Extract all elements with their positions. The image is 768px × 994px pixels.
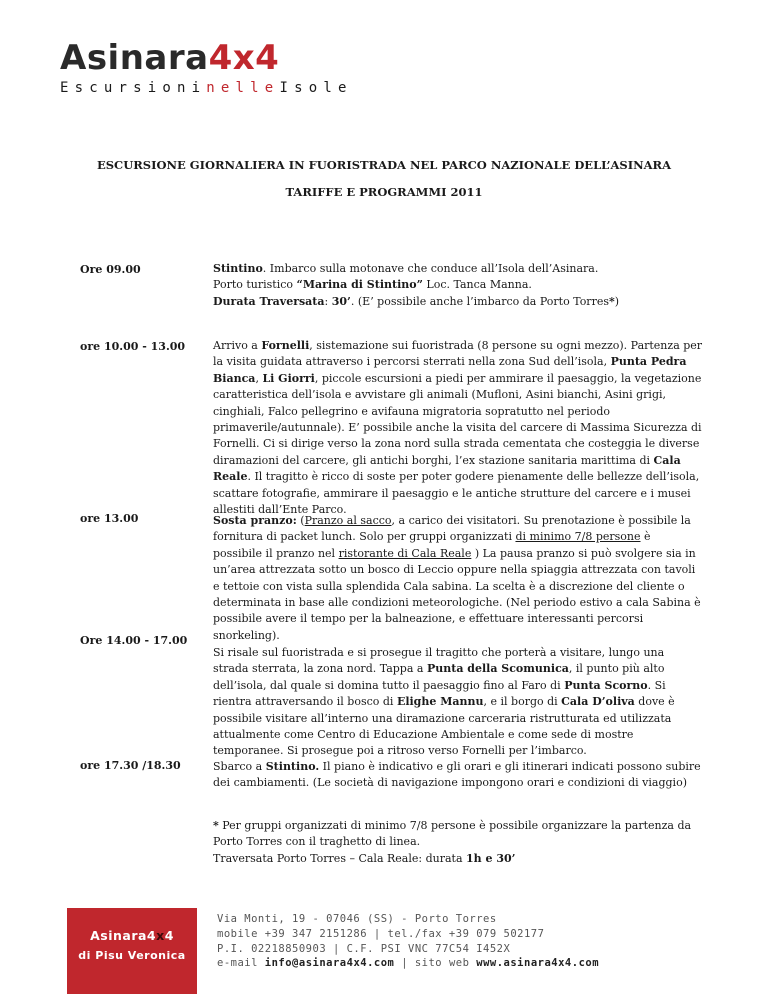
schedule-time: ore 17.30 /18.30 [80,759,181,772]
schedule-description: Sosta pranzo: (Pranzo al sacco, a carico dei visitatori. Su prenotazione è possibile la fornitura di packet lunch. Solo per gruppi organizzati di minimo 7/8 persone è possibile il pranzo nel ristorante di Cala Reale ) La pausa pranzo si può svolgere sia in un’area attrezzata sotto un bosco di Leccio oppure nella spiaggia attrezzata con tavoli e tettoie con vista sulla splendida Cala sabina. La scelta è a discrezione del cliente o determinata in base alle condizioni meteorologiche. (Nel periodo estivo a cala Sabina è possibile avere il tempo per la balneazione, e effettuare interessanti percorsi snorkeling). [213,514,701,642]
footer-brand-box [67,908,197,994]
footer-tax-ids: P.I. 02218850903 | C.F. PSI VNC 77C54 I452X [217,942,511,955]
schedule-description: Stintino. Imbarco sulla motonave che conduce all’Isola dell’Asinara. Porto turistico “Marina di Stintino” Loc. Tanca Manna. Durata Traversata: 30’. (E’ possibile anche l’imbarco da Porto Torres*) [213,262,620,308]
document-subtitle: TARIFFE E PROGRAMMI 2011 [285,185,483,199]
document-title: ESCURSIONE GIORNALIERA IN FUORISTRADA NEL PARCO NAZIONALE DELL’ASINARA [96,158,672,172]
brand-logo [60,38,353,96]
footer-owner: di Pisu Veronica [78,949,186,962]
logo-wordmark: Asinara4x4 [60,38,280,78]
logo-tagline: EscursioninelleIsole [60,80,353,96]
schedule-description: Arrivo a Fornelli, sistemazione sui fuoristrada (8 persone su ogni mezzo). Partenza per la visita guidata attraverso i percorsi sterrati nella zona Sud dell’isola, Punta Pedra Bianca, Li Giorri, piccole escursioni a piedi per ammirare il paesaggio, la vegetazione caratteristica dell’isola e avvistare gli animali (Mufloni, Asini bianchi, Asini grigi, cinghiali, Falco pellegrino e avifauna migratoria sopratutto nel periodo primaverile/autunnale). E’ possibile anche la visita del carcere di Massima Sicurezza di Fornelli. Ci si dirige verso la zona nord sulla strada cementata che costeggia le diverse diramazioni del carcere, gli antichi borghi, l’ex stazione sanitaria marittima di Cala Reale. Il tragitto è ricco di soste per poter godere pienamente delle bellezze dell’isola, scattare fotografie, ammirare il paesaggio e le antiche strutture del carcere e i musei allestiti dall’Ente Parco. [213,339,703,517]
schedule-description: Si risale sul fuoristrada e si prosegue il tragitto che porterà a visitare, lungo una strada sterrata, la zona nord. Tappa a Punta della Scomunica, il punto più alto dell’isola, dal quale si domina tutto il paesaggio fino al Faro di Punta Scorno. Si rientra attraversando il bosco di Elighe Mannu, e il borgo di Cala D’oliva dove è possibile visitare all’interno una diramazione carceraria ristrutturata ed utilizzata attualmente come Centro di Educazione Ambientale e come sede di mostre temporanee. Si prosegue poi a ritroso verso Fornelli per l’imbarco. [213,646,675,758]
footer-brand: Asinara4x4 [90,928,174,943]
website-link[interactable]: www.asinara4x4.com [476,957,600,970]
footer-contact-info [217,912,737,971]
group-note: * Per gruppi organizzati di minimo 7/8 persone è possibile organizzare la partenza da Porto Torres con il traghetto di linea. Traversata Porto Torres – Cala Reale: durata 1h e 30’ [213,819,692,865]
schedule-time: ore 10.00 - 13.00 [80,340,186,353]
schedule-time: Ore 09.00 [80,263,141,276]
footer-address: Via Monti, 19 - 07046 (SS) - Porto Torres [217,913,497,925]
footer-web-line: e-mail info@asinara4x4.com | sito web www.asinara4x4.com [217,957,600,970]
email-link[interactable]: info@asinara4x4.com [264,957,395,970]
footer-phones: mobile +39 347 2151286 | tel./fax +39 079 502177 [217,927,545,940]
schedule-time: Ore 14.00 - 17.00 [80,634,188,647]
schedule-time: ore 13.00 [80,512,139,525]
schedule-description: Sbarco a Stintino. Il piano è indicativo e gli orari e gli itinerari indicati possono subire dei cambiamenti. (Le società di navigazione impongono orari e condizioni di viaggio) [213,760,701,790]
